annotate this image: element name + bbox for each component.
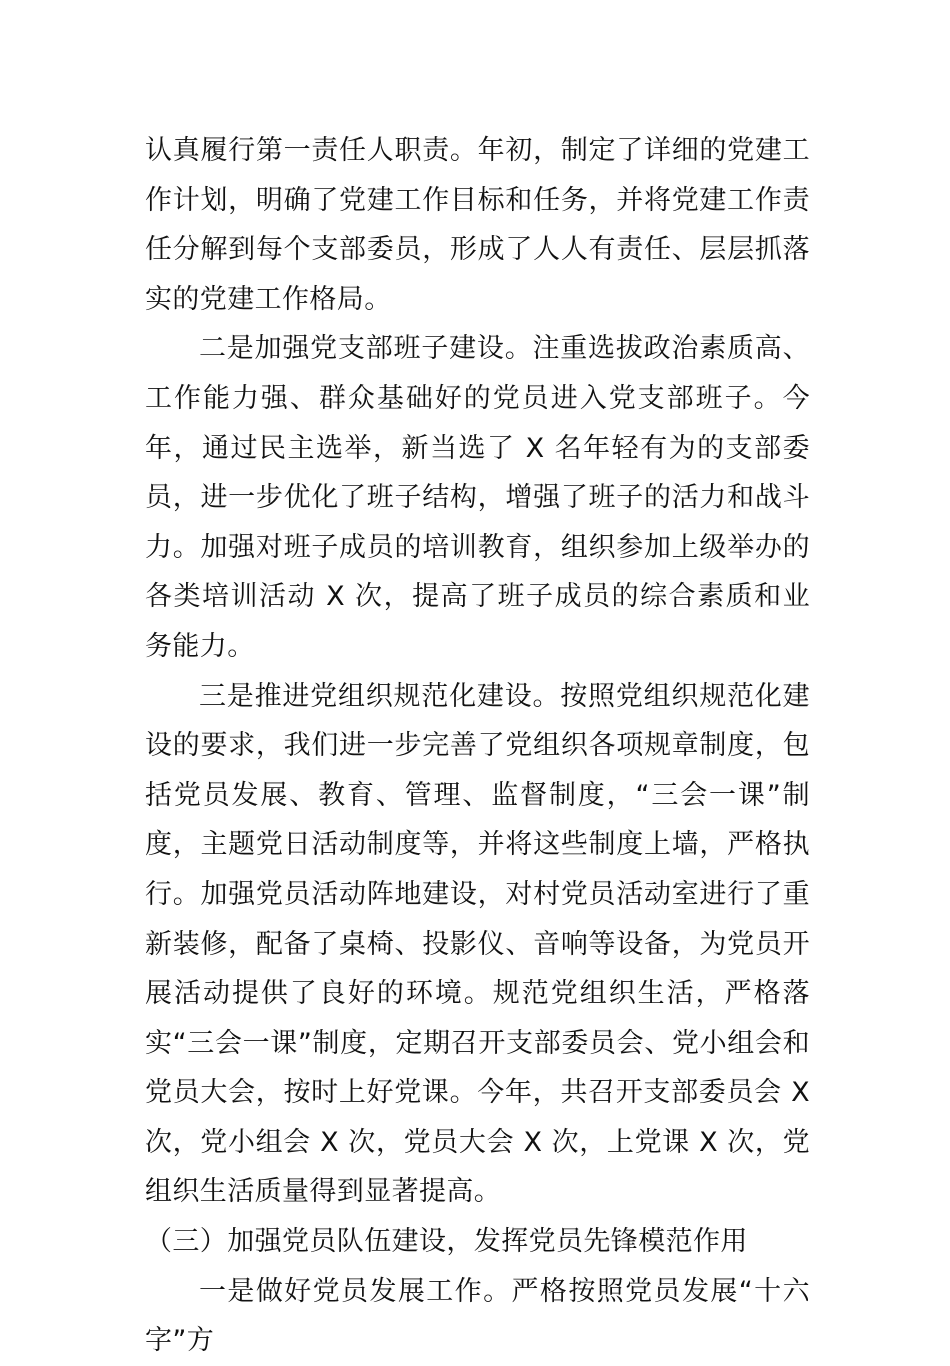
paragraph-member-development: 一是做好党员发展工作。严格按照党员发展“十六字”方 <box>145 1275 810 1357</box>
document-body <box>145 126 810 1366</box>
paragraph-branch-team-building: 二是加强党支部班子建设。注重选拔政治素质高、工作能力强、群众基础好的党员进入党支部班子。今年，通过民主选举，新当选了 X 名年轻有为的支部委员，进一步优化了班子结构，增强了班子的活力和战斗力。加强对班子成员的培训教育，组织参加上级举办的各类培训活动 X 次，提高了班子成员的综合素质和业务能力。 <box>145 333 810 662</box>
paragraph-standardization: 三是推进党组织规范化建设。按照党组织规范化建设的要求，我们进一步完善了党组织各项规章制度，包括党员发展、教育、管理、监督制度，“三会一课”制度，主题党日活动制度等，并将这些制度上墙，严格执行。加强党员活动阵地建设，对村党员活动室进行了重新装修，配备了桌椅、投影仪、音响等设备，为党员开展活动提供了良好的环境。规范党组织生活，严格落实“三会一课”制度，定期召开支部委员会、党小组会和党员大会，按时上好党课。今年，共召开支部委员会 X 次，党小组会 X 次，党员大会 X 次，上党课 X 次，党组织生活质量得到显著提高。 <box>145 680 810 1208</box>
paragraph-responsibility-continued: 认真履行第一责任人职责。年初，制定了详细的党建工作计划，明确了党建工作目标和任务，并将党建工作责任分解到每个支部委员，形成了人人有责任、层层抓落实的党建工作格局。 <box>145 135 810 315</box>
section-heading-party-member-team: （三）加强党员队伍建设，发挥党员先锋模范作用 <box>145 1226 748 1258</box>
